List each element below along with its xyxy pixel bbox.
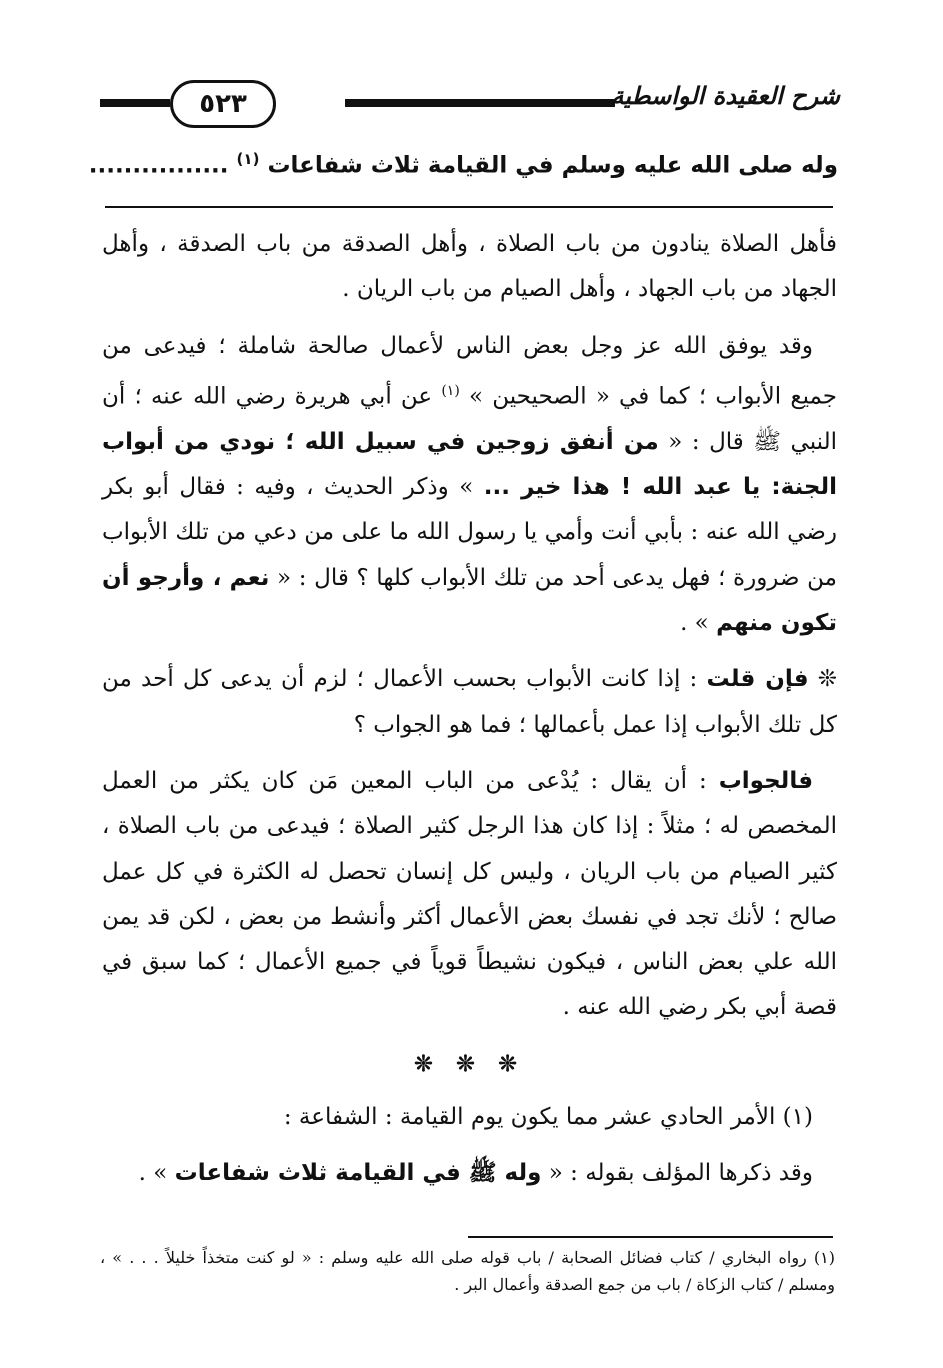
commentary-body (102, 222, 837, 1208)
question-label: فإن قلت (706, 666, 809, 693)
author-quote-intro: وقد ذكرها المؤلف بقوله : « (548, 1160, 813, 1187)
hadith-answer: نعم ، وأرجو أن تكون منهم (102, 564, 837, 637)
matn-divider (105, 206, 833, 208)
matn-text: وله صلى الله عليه وسلم في القيامة ثلاث شفاعات (267, 152, 838, 179)
matn-footnote-ref: (١) (236, 150, 260, 168)
hadith-footnote-ref: (١) (441, 382, 460, 399)
matn-quote (88, 150, 838, 179)
hadith-text: من أنفق زوجين في سبيل الله ؛ نودي من أبواب الجنة: يا عبد الله ! هذا خير ... (102, 428, 838, 501)
page-header (100, 78, 840, 134)
header-rule-right (345, 99, 615, 107)
paragraph-eleventh-matter: (١) الأمر الحادي عشر مما يكون يوم القيامة : الشفاعة : (283, 1104, 813, 1130)
author-quote-text: وله ﷺ في القيامة ثلاث شفاعات (174, 1160, 542, 1187)
author-quote-close: » . (138, 1160, 168, 1187)
question-mark-icon: ❊ (817, 666, 838, 693)
hadith-intro: وقد يوفق الله عز وجل بعض الناس لأعمال صالحة شاملة ؛ فيدعى من جميع الأبواب ؛ كما في « الصحيحين » (102, 332, 838, 410)
footnote-text: (١) رواه البخاري / كتاب فضائل الصحابة / باب قوله صلى الله عليه وسلم : « لو كنت متخذاً خليلاً . . . » ، ومسلم / كتاب الزكاة / باب من جمع الصدقة وأعمال البر . (100, 1248, 835, 1294)
header-rule-left (100, 99, 170, 107)
answer-label: فالجواب (718, 767, 814, 794)
answer-text: : أن يقال : يُدْعى من الباب المعين مَن كان يكثر من العمل المخصص له ؛ مثلاً : إذا كان هذا الرجل كثير الصلاة ؛ فيدعى من باب الصلاة ، كثير الصيام من باب الريان ، وليس كل إنسان تحصل له الكثرة في كل عمل صالح ؛ لأنك تجد في نفسك بعض الأعمال أكثر وأنشط من بعض ، لكن قد يمن الله علي بعض الناس ، فيكون نشيطاً قوياً في جميع الأعمال ؛ كما سبق في قصة أبي بكر رضي الله عنه . (102, 767, 837, 1021)
hadith-close: » . (680, 610, 709, 637)
paragraph-answer (102, 759, 837, 1031)
page-number: ٥٢٣ (170, 80, 276, 128)
paragraph-author-quote (102, 1151, 837, 1196)
footnote (100, 1244, 835, 1298)
paragraph-question (102, 657, 837, 748)
section-separator: ❊ ❊ ❊ (414, 1050, 525, 1077)
hadith-narrator: عن أبي هريرة رضي الله عنه ؛ أن النبي ﷺ قال : « (102, 383, 838, 455)
paragraph-hadith (102, 324, 837, 647)
paragraph-gates: فأهل الصلاة ينادون من باب الصلاة ، وأهل الصدقة من باب الصدقة ، وأهل الجهاد من باب الجهاد ، وأهل الصيام من باب الريان . (102, 231, 837, 303)
question-text: : إذا كانت الأبواب بحسب الأعمال ؛ لزم أن يدعى كل أحد من كل تلك الأبواب إذا عمل بأعمالها ؛ فما هو الجواب ؟ (102, 666, 837, 738)
hadith-continuation: » وذكر الحديث ، وفيه : فقال أبو بكر رضي الله عنه : بأبي أنت وأمي يا رسول الله ما على من دعي من تلك الأبواب من ضرورة ؛ فهل يدعى أحد من تلك الأبواب كلها ؟ قال : « (102, 474, 837, 591)
footnote-divider (468, 1236, 833, 1238)
matn-dots: ................ (88, 152, 229, 179)
book-title: شرح العقيدة الواسطية (611, 82, 840, 110)
